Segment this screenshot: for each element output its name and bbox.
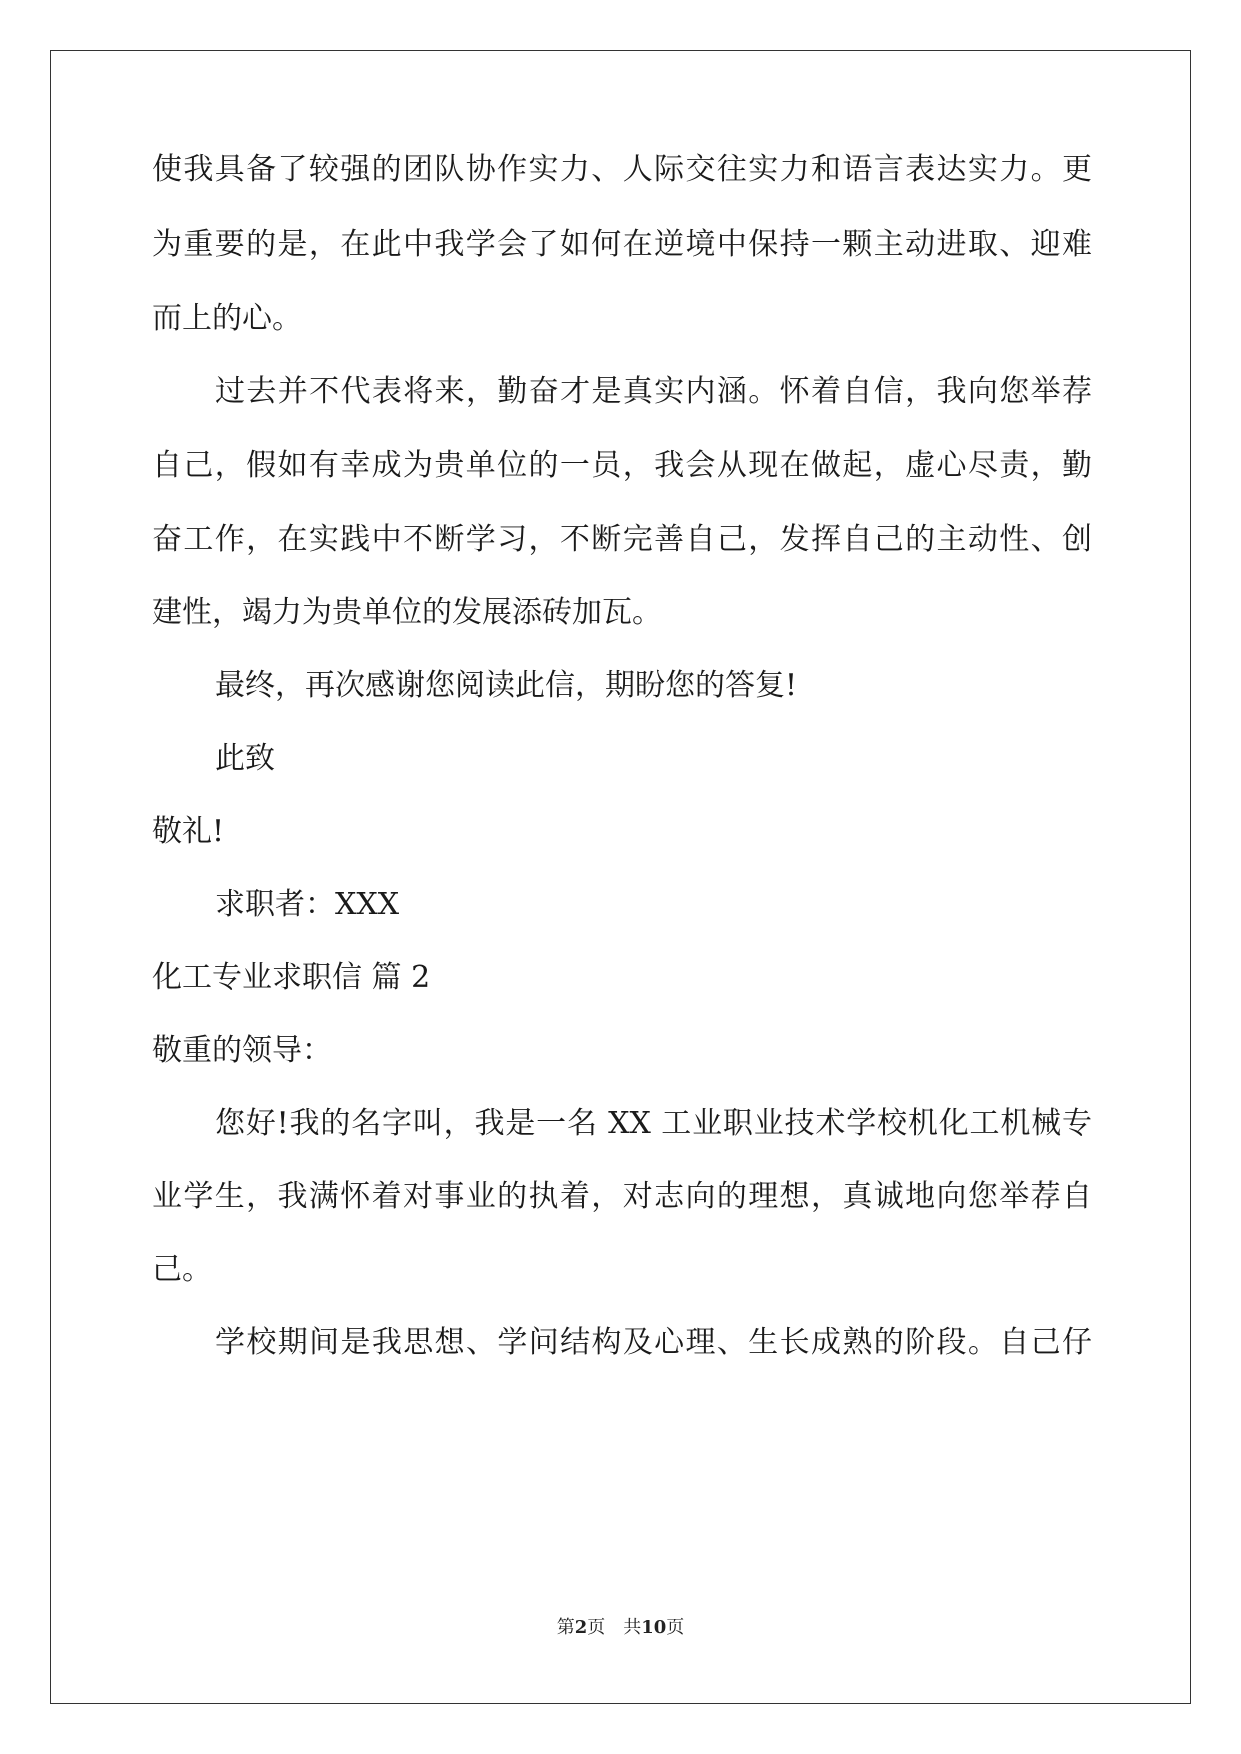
body-line-5: 自己，假如有幸成为贵单位的一员，我会从现在做起，虚心尽责，勤 (152, 448, 1092, 483)
body-line-3: 而上的心。 (152, 301, 302, 336)
body-line-7: 建性，竭力为贵单位的发展添砖加瓦。 (152, 595, 662, 630)
body-line-4: 过去并不代表将来，勤奋才是真实内涵。怀着自信，我向您举荐 (215, 374, 1092, 409)
body-line-6: 奋工作，在实践中不断学习，不断完善自己，发挥自己的主动性、创 (152, 522, 1092, 557)
total-suffix: 页 (666, 1617, 685, 1638)
closing-regards: 敬礼! (152, 814, 225, 849)
body-line-14: 您好!我的名字叫，我是一名 XX 工业职业技术学校机化工机械专 (215, 1106, 1092, 1141)
body-line-15: 业学生，我满怀着对事业的执着，对志向的理想，真诚地向您举荐自 (152, 1179, 1092, 1214)
closing-salutation: 此致 (215, 741, 275, 776)
page-label-prefix: 第 (556, 1617, 575, 1638)
body-line-8: 最终，再次感谢您阅读此信，期盼您的答复! (215, 668, 798, 703)
body-line-2: 为重要的是，在此中我学会了如何在逆境中保持一颗主动进取、迎难 (152, 227, 1092, 262)
body-line-1: 使我具备了较强的团队协作实力、人际交往实力和语言表达实力。更 (152, 152, 1092, 187)
page-current: 2 (574, 1617, 588, 1638)
letter-greeting: 敬重的领导： (152, 1033, 332, 1068)
total-prefix: 共 (623, 1617, 642, 1638)
signature-line: 求职者：XXX (215, 887, 400, 922)
page-footer (0, 1617, 1241, 1639)
page-label-mid: 页 (587, 1617, 606, 1638)
body-line-16: 己。 (152, 1252, 212, 1287)
section-heading: 化工专业求职信 篇 2 (152, 960, 431, 995)
body-line-17: 学校期间是我思想、学问结构及心理、生长成熟的阶段。自己仔 (215, 1325, 1092, 1360)
page-total: 10 (641, 1617, 667, 1638)
